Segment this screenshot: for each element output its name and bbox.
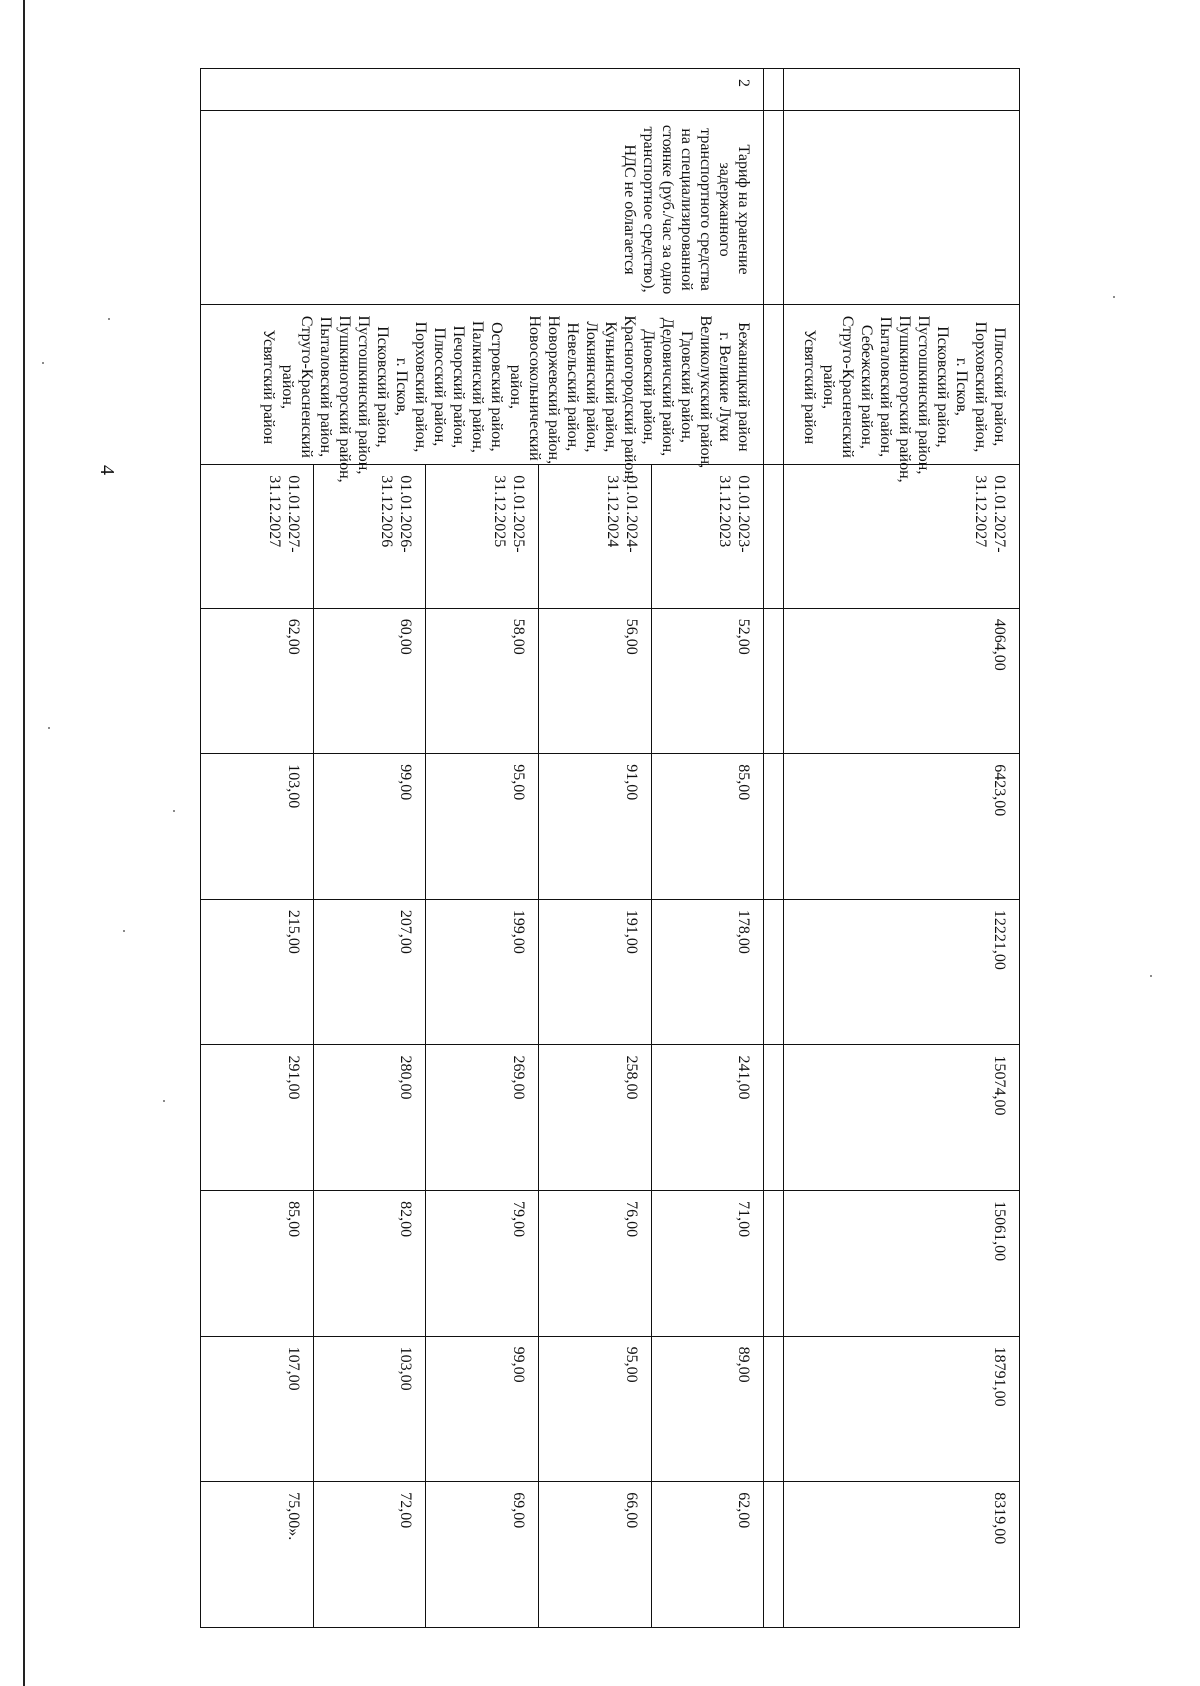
value-cell: 82,00 — [313, 1191, 426, 1337]
text-line: 01.01.2025- — [510, 475, 528, 553]
gap-cell — [764, 1191, 783, 1337]
text-line: Островский район, — [488, 322, 506, 452]
gap-cell — [764, 465, 783, 608]
text-line: район, — [279, 364, 297, 409]
service-name-cell — [201, 110, 764, 305]
text-line: Гдовский район, — [678, 330, 696, 443]
text-line: 01.01.2023- — [735, 475, 753, 553]
districts-cell — [201, 305, 764, 483]
value-cell: 15074,00 — [783, 1045, 1019, 1191]
value-cell: 207,00 — [313, 899, 426, 1045]
period-cell — [313, 465, 426, 608]
value-cell: 79,00 — [426, 1191, 539, 1337]
value-cell: 91,00 — [539, 754, 652, 900]
districts-cell — [783, 305, 1019, 483]
districts-list — [800, 315, 1009, 483]
text-line: Плюсский район, — [991, 327, 1008, 447]
text-line: Пушкиногорский район, — [336, 315, 354, 483]
text-line: Плюсский район, — [431, 327, 449, 447]
scan-speck — [1113, 296, 1115, 298]
service-name-text — [620, 121, 753, 299]
period-cell — [783, 465, 1019, 608]
text-line: Себежский район, — [858, 324, 875, 449]
text-line: Куньинский район, — [602, 321, 620, 453]
period-cell — [539, 465, 652, 608]
value-cell: 199,00 — [426, 899, 539, 1045]
value-cell: 15061,00 — [783, 1191, 1019, 1337]
text-line: Локнянский район, — [583, 321, 601, 453]
text-line: стоянке (руб./час за одно — [659, 124, 677, 295]
text-line: Пустошкинский район, — [915, 315, 932, 475]
value-cell: 8319,00 — [783, 1482, 1019, 1628]
text-line: Порховский район, — [972, 321, 989, 453]
value-cell: 95,00 — [426, 754, 539, 900]
text-line: Усвятский район — [801, 329, 818, 445]
text-line: 01.01.2026- — [397, 475, 415, 553]
value-cell: 95,00 — [539, 1336, 652, 1482]
text-line: 31.12.2023 — [716, 475, 734, 548]
period-cell — [201, 465, 314, 608]
scan-speck — [173, 810, 175, 812]
text-line: Усвятский район — [260, 329, 278, 445]
value-cell: 71,00 — [651, 1191, 764, 1337]
scan-speck — [123, 930, 125, 932]
table-row-2023 — [651, 69, 764, 1628]
value-cell: 291,00 — [201, 1045, 314, 1191]
tariff-table-frame — [200, 68, 1020, 1628]
value-cell: 69,00 — [426, 1482, 539, 1628]
text-line: 31.12.2024 — [603, 475, 621, 548]
value-cell: 4064,00 — [783, 608, 1019, 754]
value-cell: 52,00 — [651, 608, 764, 754]
text-line: Струго-Красненский — [298, 315, 316, 458]
text-line: район, — [820, 364, 837, 409]
gap-cell — [764, 305, 783, 465]
value-cell: 99,00 — [313, 754, 426, 900]
text-line: 01.01.2024- — [622, 475, 640, 553]
text-line: Дедовичский район, — [659, 317, 677, 457]
table-row-gap — [764, 69, 783, 1628]
scan-speck — [108, 318, 110, 320]
table-row-continued — [783, 69, 1019, 1628]
value-cell: 6423,00 — [783, 754, 1019, 900]
text-line: Псковский район, — [934, 326, 951, 448]
value-cell: 60,00 — [313, 608, 426, 754]
value-cell: 215,00 — [201, 899, 314, 1045]
text-line: Красногородский район, — [621, 315, 639, 483]
text-line: г. Великие Луки — [716, 332, 734, 442]
value-cell: 66,00 — [539, 1482, 652, 1628]
period-cell — [426, 465, 539, 608]
tariff-table — [200, 68, 1020, 1628]
value-cell: 62,00 — [201, 608, 314, 754]
value-cell: 18791,00 — [783, 1336, 1019, 1482]
value-cell: 12221,00 — [783, 899, 1019, 1045]
gap-cell — [764, 110, 783, 305]
text-line: задержанного — [716, 162, 734, 257]
gap-cell — [764, 1336, 783, 1482]
period-text — [490, 475, 528, 601]
text-line: г. Псков, — [953, 357, 970, 416]
text-line: Новосокольнический — [526, 315, 544, 461]
text-line: транспортное средство), — [640, 126, 658, 293]
text-line: Палкинский район, — [469, 320, 487, 453]
text-line: 01.01.2027- — [991, 475, 1008, 553]
value-cell: 72,00 — [313, 1482, 426, 1628]
gap-cell — [764, 608, 783, 754]
value-cell: 76,00 — [539, 1191, 652, 1337]
value-cell: 56,00 — [539, 608, 652, 754]
text-line: Новоржевский район, — [545, 315, 563, 465]
text-line: НДС не облагается — [621, 144, 639, 275]
text-line: г. Псков, — [393, 357, 411, 416]
scan-speck — [1150, 975, 1152, 977]
value-cell: 258,00 — [539, 1045, 652, 1191]
period-cell — [651, 465, 764, 608]
row-number-cell: 2 — [201, 69, 764, 111]
text-line: 31.12.2026 — [378, 475, 396, 548]
text-line: транспортного средства — [697, 128, 715, 291]
value-cell: 85,00 — [201, 1191, 314, 1337]
text-line: Невельский район, — [564, 322, 582, 452]
text-line: Порховский район, — [412, 321, 430, 453]
value-cell: 75,00». — [201, 1482, 314, 1628]
text-line: Печорский район, — [450, 325, 468, 449]
value-cell: 178,00 — [651, 899, 764, 1045]
value-cell: 191,00 — [539, 899, 652, 1045]
scan-speck — [42, 362, 44, 364]
text-line: Бежаницкий район — [735, 322, 753, 452]
value-cell: 89,00 — [651, 1336, 764, 1482]
text-line: 01.01.2027- — [284, 475, 302, 553]
period-text — [603, 475, 641, 601]
period-text — [971, 475, 1009, 601]
text-line: 31.12.2027 — [972, 475, 989, 548]
value-cell: 58,00 — [426, 608, 539, 754]
value-cell: 85,00 — [651, 754, 764, 900]
gap-cell — [764, 754, 783, 900]
gap-cell — [764, 69, 783, 111]
text-line: Пыталовский район, — [877, 316, 894, 458]
value-cell: 241,00 — [651, 1045, 764, 1191]
text-line: Тариф на хранение — [735, 144, 753, 275]
text-line: Псковский район, — [374, 326, 392, 448]
text-line: Пустошкинский район, — [355, 315, 373, 475]
text-line: район, — [507, 364, 525, 409]
gap-cell — [764, 1045, 783, 1191]
service-name-cell — [783, 110, 1019, 305]
text-line: 31.12.2027 — [265, 475, 283, 548]
page-number: 4 — [96, 465, 118, 475]
value-cell: 107,00 — [201, 1336, 314, 1482]
text-line: Струго-Красненский — [839, 315, 856, 458]
binding-edge-line — [23, 0, 25, 1686]
value-cell: 103,00 — [313, 1336, 426, 1482]
value-cell: 280,00 — [313, 1045, 426, 1191]
districts-list — [259, 315, 753, 483]
scan-speck — [163, 1100, 165, 1102]
value-cell: 62,00 — [651, 1482, 764, 1628]
text-line: на специализированной — [678, 128, 696, 291]
period-text — [715, 475, 753, 601]
text-line: Дновский район, — [640, 329, 658, 445]
text-line: Пушкиногорский район, — [896, 315, 913, 483]
row-number-cell — [783, 69, 1019, 111]
text-line: Пыталовский район, — [317, 316, 335, 458]
period-text — [377, 475, 415, 601]
value-cell: 269,00 — [426, 1045, 539, 1191]
text-line: Великолукский район, — [697, 315, 715, 469]
gap-cell — [764, 899, 783, 1045]
period-text — [265, 475, 303, 601]
text-line: 31.12.2025 — [491, 475, 509, 548]
value-cell: 103,00 — [201, 754, 314, 900]
value-cell: 99,00 — [426, 1336, 539, 1482]
gap-cell — [764, 1482, 783, 1628]
scan-speck — [48, 727, 50, 729]
